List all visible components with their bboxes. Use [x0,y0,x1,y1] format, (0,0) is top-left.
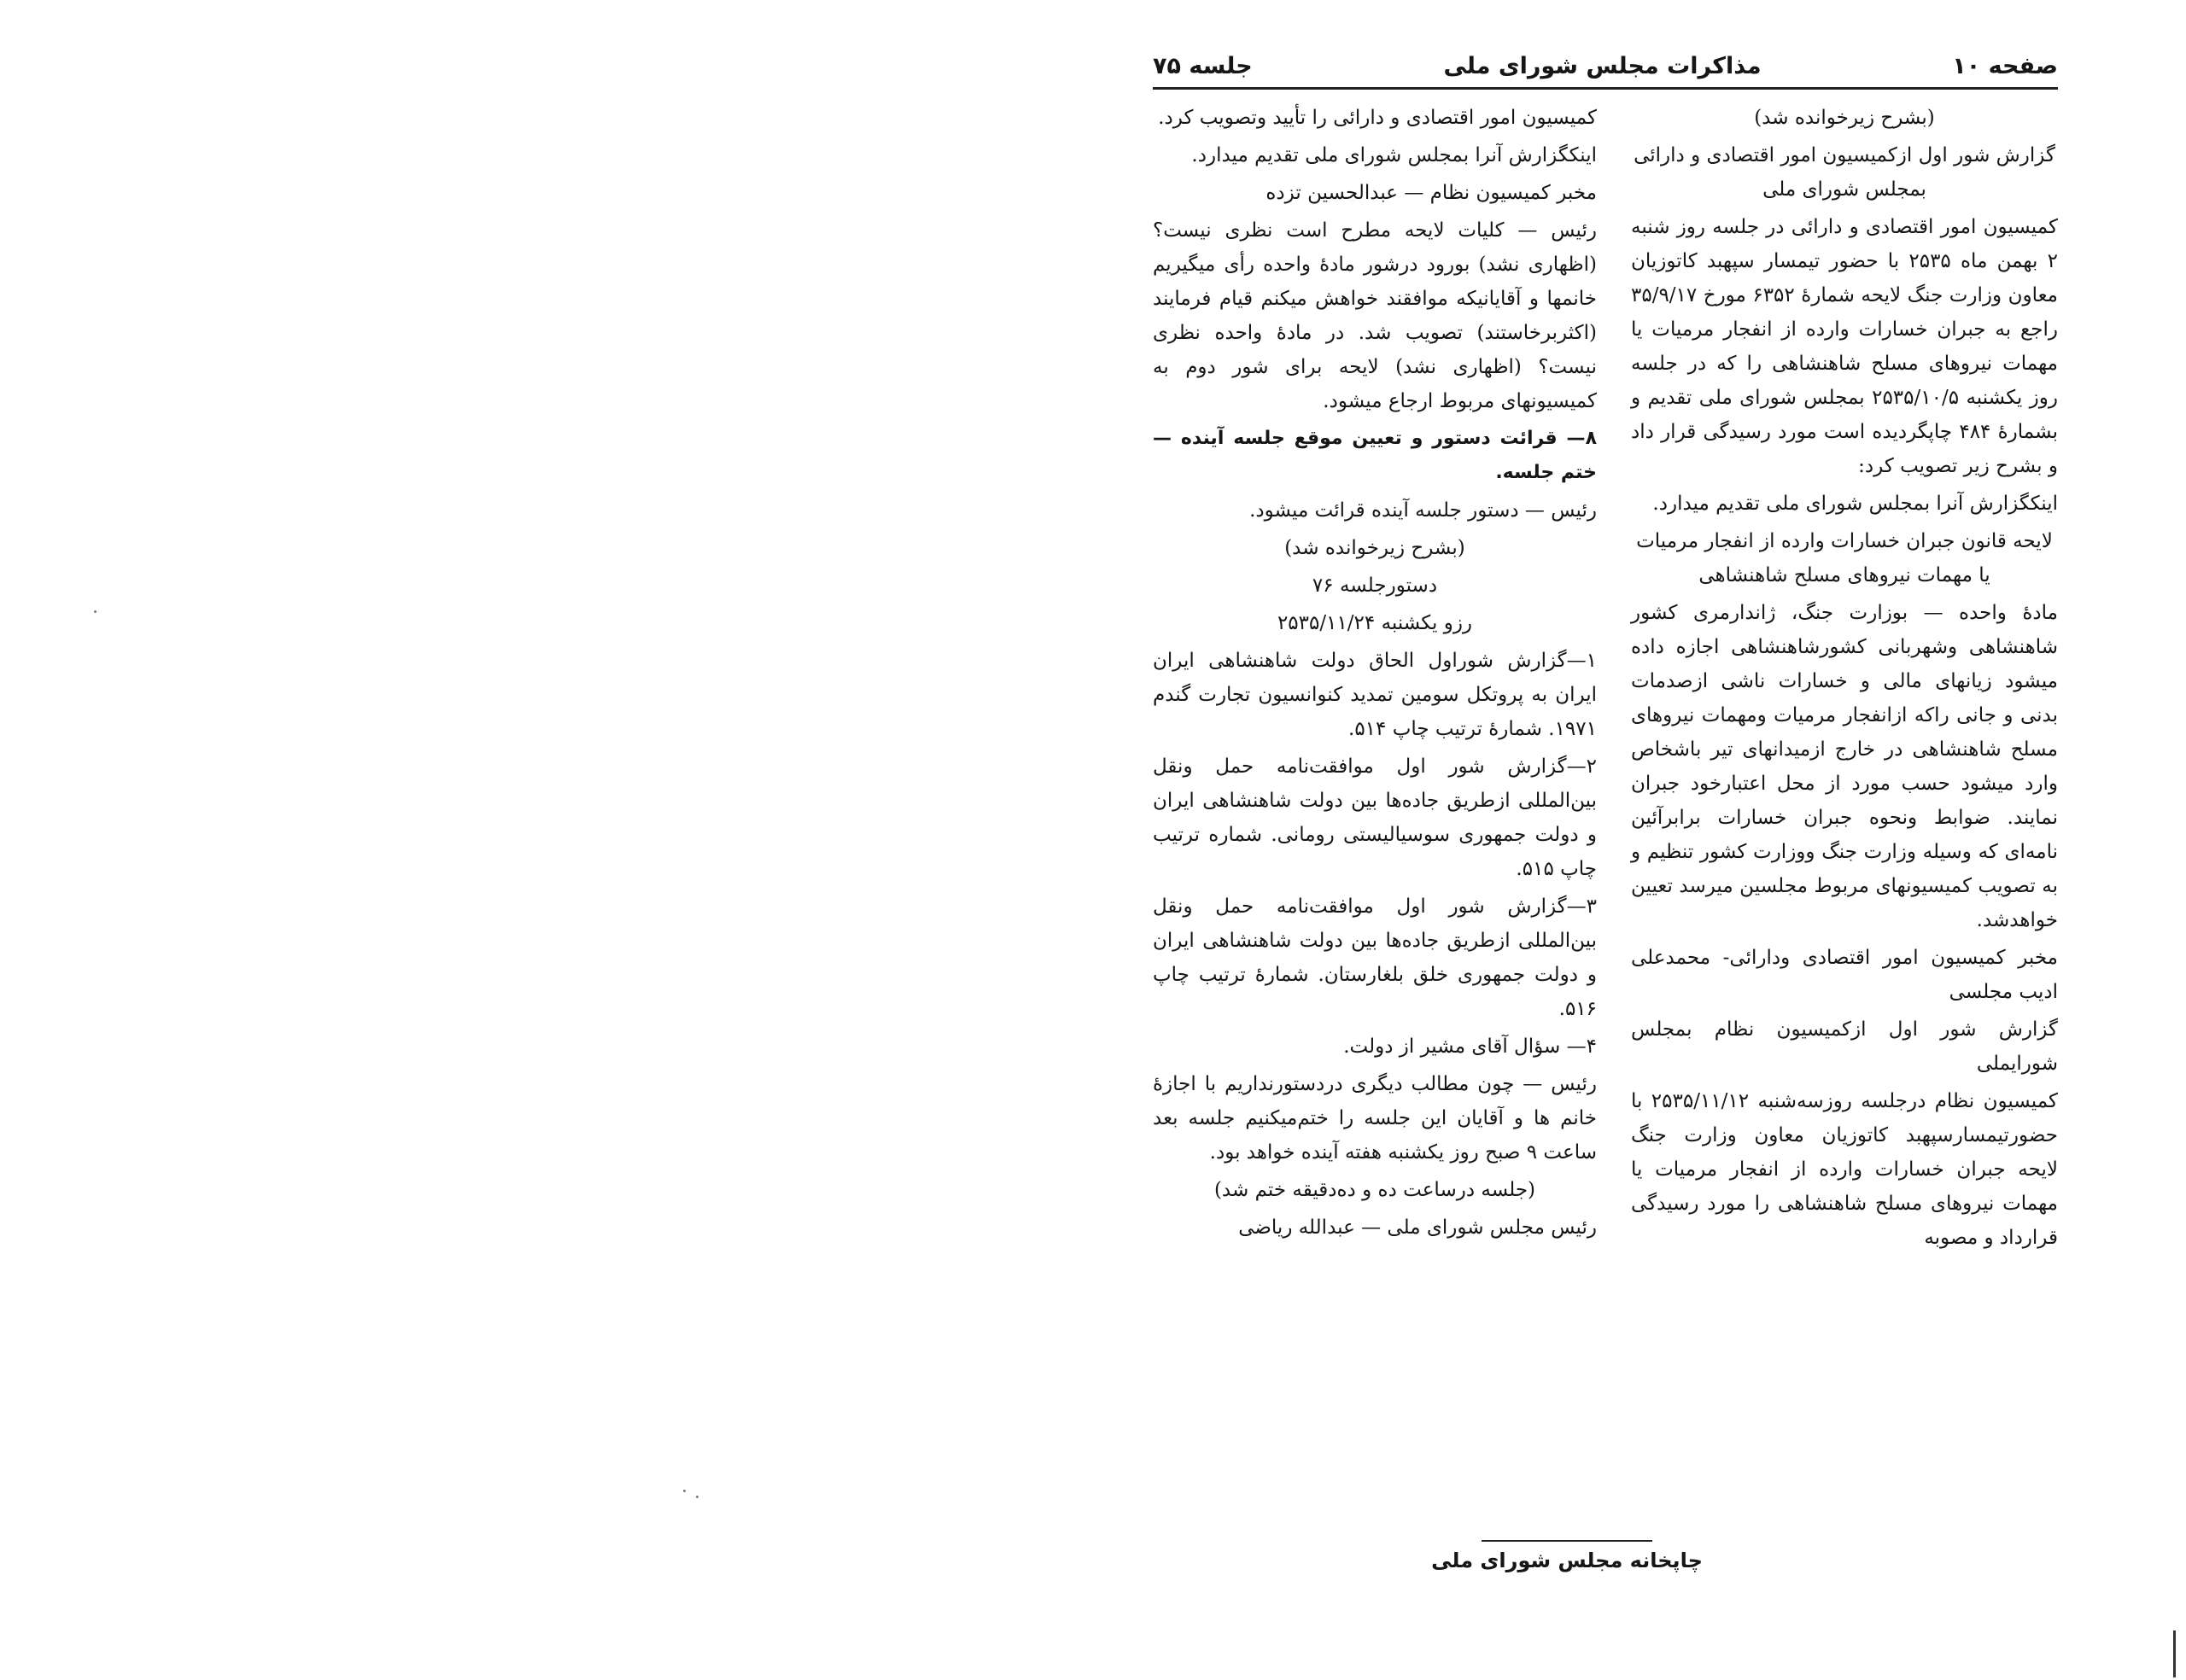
header-divider [1153,87,2058,90]
paragraph: ۱—گزارش شوراول الحاق دولت شاهنشاهی ایران ایران به پروتکل سومین تمدید کنوانسیون تجارت گندم ۱۹۷۱. شمارهٔ ترتیب چاپ ۵۱۴. [1153,650,1597,740]
footer-divider [1482,1540,1652,1542]
paragraph: کمیسیون امور اقتصادی و دارائی را تأیید وتصویب کرد. [1158,107,1597,129]
page-number: صفحه ۱۰ [1952,52,2058,79]
paragraph: گزارش شور اول ازکمیسیون نظام بمجلس شورایملی [1631,1018,2058,1075]
paragraph: ۴— سؤال آقای مشیر از دولت. [1343,1035,1597,1058]
right-column [1631,101,2058,1258]
paragraph: ۳—گزارش شور اول موافقت‌نامه حمل ونقل بین‌المللی ازطریق جاده‌ها بین دولت شاهنشاهی ایران و دولت جمهوری خلق بلغارستان. شمارهٔ ترتیب چاپ ۵۱۶. [1153,895,1597,1020]
paragraph: (بشرح زیرخوانده شد) [1754,107,1935,129]
paragraph: ۲—گزارش شور اول موافقت‌نامه حمل ونقل بین‌المللی ازطریق جاده‌ها بین دولت شاهنشاهی ایران و دولت جمهوری سوسیالیستی رومانی. شماره ترتیب چاپ ۵۱۵. [1153,755,1597,880]
page-title: مذاکرات مجلس شورای ملی [1443,52,1762,79]
paragraph: اینکگزارش آنرا بمجلس شورای ملی تقدیم میدارد. [1191,144,1597,166]
document-page [1136,34,2075,1639]
paragraph: ۸— قرائت دستور و تعیین موقع جلسه آینده — ختم جلسه. [1153,428,1597,483]
paragraph: رئیس مجلس شورای ملی — عبدالله ریاضی [1238,1216,1597,1239]
left-column [1153,101,1597,1248]
page-header [1153,46,2058,85]
paragraph: مادهٔ واحده — بوزارت جنگ، ژاندارمری کشور شاهنشاهی وشهربانی کشورشاهنشاهی اجازه داده میشود زیانهای مالی و خسارات ناشی ازصدمات بدنی و جانی راکه ازانفجار مرمیات ومهمات نیروهای مسلح شاهنشاهی در خارج ازمیدانهای تیر باشخاص وارد میشود حسب مورد از محل اعتبارخود جبران نمایند. ضوابط ونحوه جبران خسارات برابرآئین نامه‌ای که وسیله وزارت جنگ ووزارت کشور تنظیم و به تصویب کمیسیونهای مربوط مجلسین میرسد تعیین خواهدشد. [1631,602,2058,931]
session-number: جلسه ۷۵ [1153,52,1253,79]
scan-edge-mark [2173,1630,2176,1677]
paragraph: کمیسیون امور اقتصادی و دارائی در جلسه روز شنبه ۲ بهمن ماه ۲۵۳۵ با حضور تیمسار سپهبد کاتوزیان معاون وزارت جنگ لایحه شمارهٔ ۶۳۵۲ مورخ ۳۵/۹/۱۷ راجع به جبران خسارات وارده از انفجار مرمیات یا مهمات نیروهای مسلح شاهنشاهی را که در جلسه روز یکشنبه ۲۵۳۵/۱۰/۵ بمجلس شورای ملی تقدیم و بشمارهٔ ۴۸۴ چاپگردیده است مورد رسیدگی قرار داد و بشرح زیر تصویب کرد: [1631,216,2059,477]
paragraph: دستورجلسه ۷۶ [1312,575,1438,597]
paragraph: رئیس — دستور جلسه آینده قرائت میشود. [1249,499,1597,522]
paragraph: گزارش شور اول ازکمیسیون امور اقتصادی و دارائی بمجلس شورای ملی [1634,144,2055,201]
paragraph: رزو یکشنبه ۲۵۳۵/۱۱/۲۴ [1277,612,1473,634]
scan-speck [696,1496,698,1498]
paragraph: رئیس — چون مطالب دیگری دردستورنداریم با اجازهٔ خانم ها و آقایان این جلسه را ختم‌میکنیم جلسه بعد ساعت ۹ صبح روز یکشنبه هفته آینده خواهد بود. [1153,1073,1597,1164]
paragraph: لایحه قانون جبران خسارات وارده از انفجار مرمیات یا مهمات نیروهای مسلح شاهنشاهی [1636,530,2053,586]
paragraph: (بشرح زیرخوانده شد) [1284,537,1465,559]
scan-speck [683,1490,686,1492]
paragraph: مخبر کمیسیون امور اقتصادی ودارائی- محمدعلی ادیب مجلسی [1631,947,2058,1003]
paragraph: رئیس — کلیات لایحه مطرح است نظری نیست؟ (اظهاری نشد) بورود درشور مادهٔ واحده رأی میگیریم خانمها و آقایانیکه موافقند خواهش میکنم قیام فرمایند (اکثربرخاستند) تصویب شد. در مادهٔ واحده نظری نیست؟ (اظهاری نشد) لایحه برای شور دوم به کمیسیونهای مربوط ارجاع میشود. [1153,219,1597,412]
paragraph: مخبر کمیسیون نظام — عبدالحسین تزده [1265,182,1597,204]
paragraph: (جلسه درساعت ده و ده‌دقیقه ختم شد) [1213,1179,1536,1201]
printer-imprint: چاپخانه مجلس شورای ملی [1431,1549,1703,1572]
scan-speck [94,610,96,613]
paragraph: اینکگزارش آنرا بمجلس شورای ملی تقدیم میدارد. [1652,493,2058,515]
paragraph: کمیسیون نظام درجلسه روزسه‌شنبه ۲۵۳۵/۱۱/۱۲ با حضورتیمسارسپهبد کاتوزیان معاون وزارت جنگ لایحه جبران خسارات وارده از انفجار مرمیات یا مهمات نیروهای مسلح شاهنشاهی را مورد رسیدگی قرارداد و مصوبه [1631,1090,2058,1249]
